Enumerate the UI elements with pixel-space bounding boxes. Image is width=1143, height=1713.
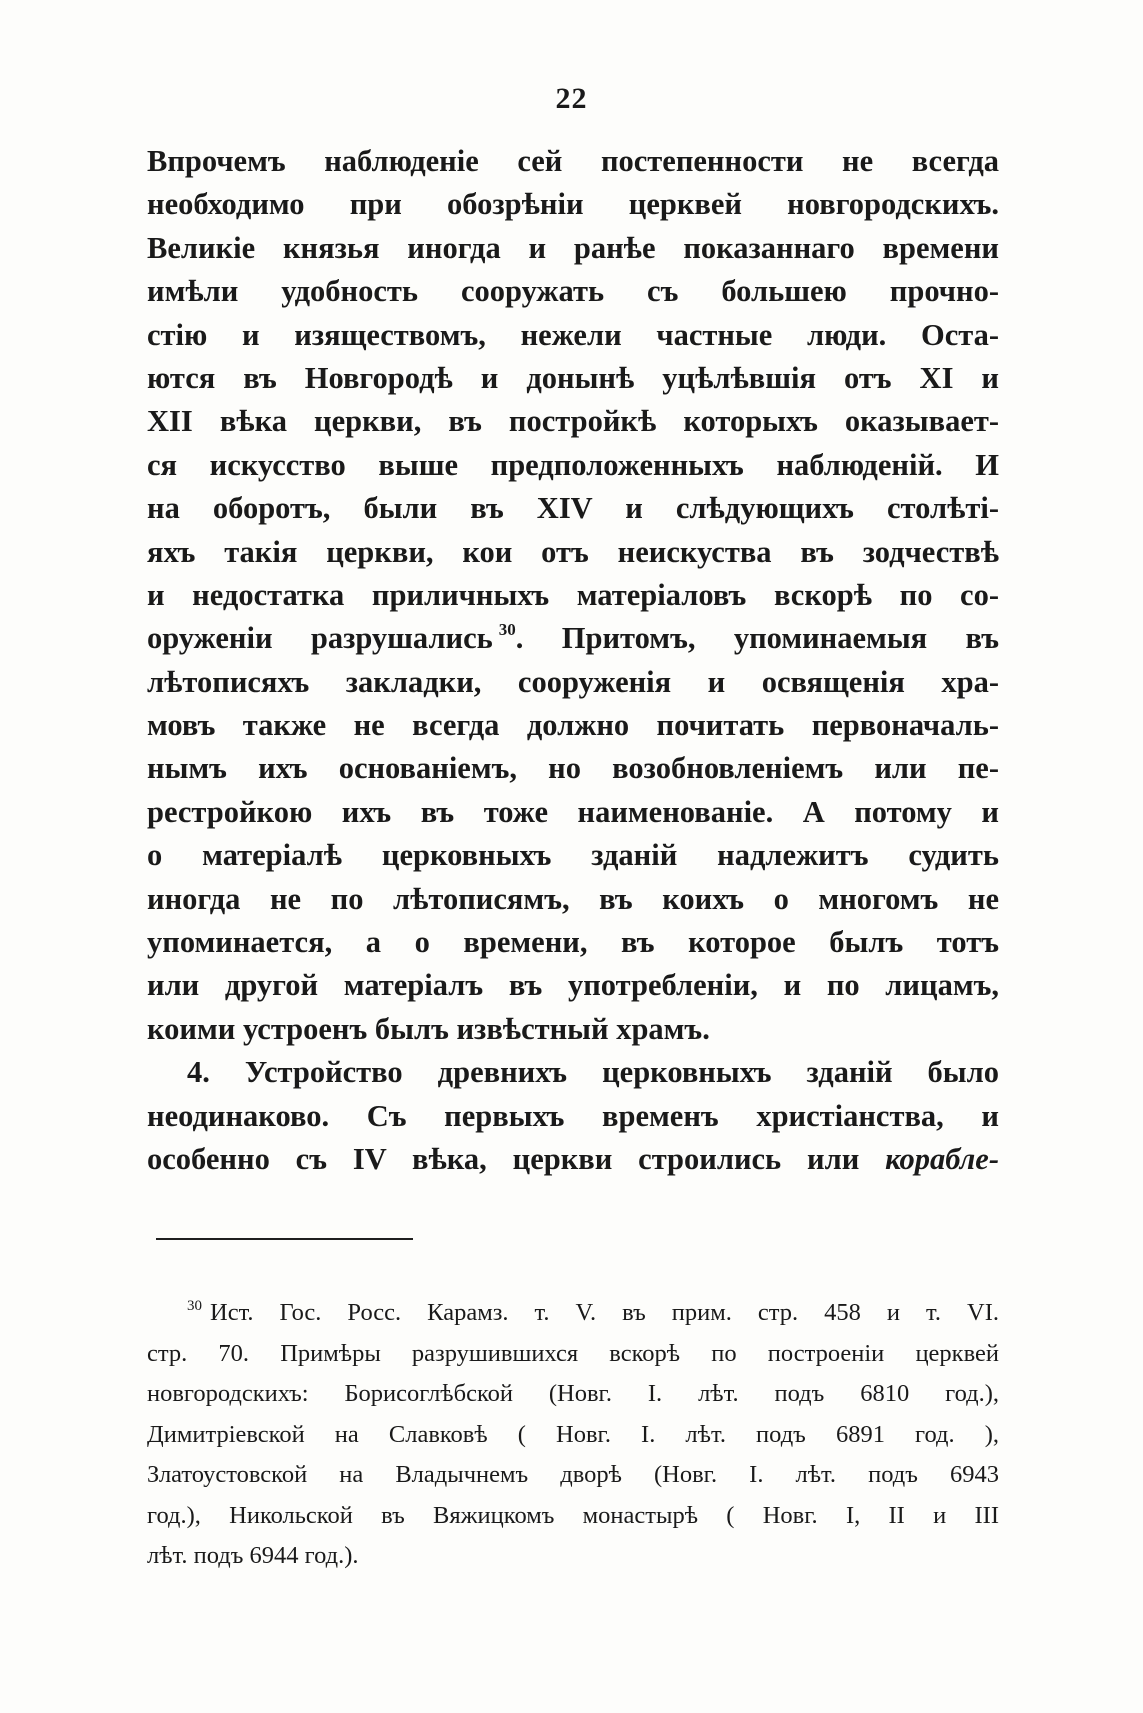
text-line: упоминается, а о времени, въ которое былъ тотъ	[147, 925, 999, 960]
text-line: рестройкою ихъ въ тоже наименованіе. А потому и	[147, 794, 999, 829]
italic-text: корабле-	[885, 1141, 999, 1176]
paragraph-start: 4. Устройство древнихъ церковныхъ зданій было	[187, 1055, 999, 1090]
text-line: Впрочемъ наблюденіе сей постепенности не всегда	[147, 144, 999, 178]
footnote	[147, 1293, 999, 1577]
footnote-separator	[156, 1238, 413, 1240]
text-line: или другой матеріалъ въ употребленіи, и по лицамъ,	[147, 968, 999, 1003]
text-line: необходимо при обозрѣніи церквей новгородскихъ.	[147, 187, 999, 222]
text-line: яхъ такія церкви, кои отъ неискуства въ зодчествѣ	[147, 534, 999, 569]
text-line: лѣтописяхъ закладки, сооруженія и освященія хра-	[147, 664, 999, 699]
text-line: XII вѣка церкви, въ постройкѣ которыхъ оказывает-	[147, 404, 999, 439]
footnote-line: стр. 70. Примѣры разрушившихся вскорѣ по построеніи церквей	[147, 1339, 999, 1367]
main-text	[147, 140, 999, 1181]
text-line: Великіе князья иногда и ранѣе показаннаго времени	[147, 230, 999, 265]
text-segment: особенно съ IV вѣка, церкви строились или	[147, 1141, 860, 1176]
text-segment: . Притомъ, упоминаемыя въ	[515, 621, 999, 656]
text-line-with-footnote-ref	[147, 617, 999, 660]
page-number: 22	[555, 82, 588, 115]
text-line: неодинаково. Съ первыхъ временъ христіанства, и	[147, 1098, 999, 1133]
text-line: коими устроенъ былъ извѣстный храмъ.	[147, 1011, 710, 1046]
footnote-line: лѣт. подъ 6944 год.).	[147, 1542, 359, 1569]
footnote-line: Златоустовской на Владычнемъ дворѣ (Новг. I. лѣт. подъ 6943	[147, 1461, 999, 1488]
text-line: ются въ Новгородѣ и донынѣ уцѣлѣвшія отъ XI и	[147, 360, 999, 395]
text-line	[147, 1138, 999, 1181]
text-segment: оруженіи разрушались	[147, 621, 493, 656]
text-line: ся искусство выше предположенныхъ наблюденій. И	[147, 447, 999, 482]
text-line: мовъ также не всегда должно почитать первоначаль-	[147, 708, 999, 743]
footnote-reference: 30	[498, 620, 516, 640]
text-segment: Ист. Гос. Росс. Карамз. т. V. въ прим. стр. 458 и т. VI.	[210, 1299, 999, 1326]
footnote-mark: 30	[187, 1298, 202, 1314]
text-line: стію и изяществомъ, нежели частные люди. Оста-	[147, 317, 999, 352]
text-line: о матеріалѣ церковныхъ зданій надлежитъ судить	[147, 838, 999, 873]
text-line: иногда не по лѣтописямъ, въ коихъ о многомъ не	[147, 881, 999, 916]
text-line: и недостатка приличныхъ матеріаловъ вскорѣ по со-	[147, 577, 999, 612]
footnote-line: новгородскихъ: Борисоглѣбской (Новг. I. лѣт. подъ 6810 год.),	[147, 1380, 999, 1407]
text-line: имѣли удобность сооружать съ большею прочно-	[147, 274, 999, 309]
footnote-line	[147, 1293, 999, 1334]
text-line: нымъ ихъ основаніемъ, но возобновленіемъ или пе-	[147, 751, 999, 786]
footnote-line: год.), Никольской въ Вяжицкомъ монастырѣ ( Новг. I, II и III	[147, 1501, 999, 1529]
footnote-line: Димитріевской на Славковѣ ( Новг. I. лѣт. подъ 6891 год. ),	[147, 1420, 999, 1448]
text-line: на оборотъ, были въ XIV и слѣдующихъ столѣті-	[147, 491, 999, 526]
